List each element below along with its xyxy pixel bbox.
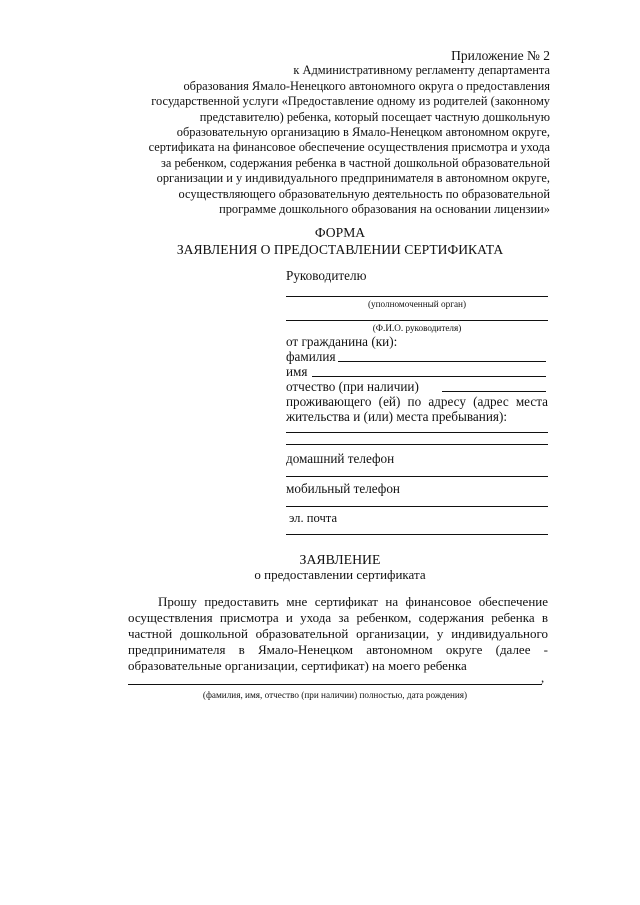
- appendix-line: программе дошкольного образования на основании лицензии»: [219, 202, 550, 217]
- appendix-line: за ребенком, содержания ребенка в частной дошкольной образовательной: [161, 155, 550, 170]
- head-name-field-line[interactable]: [286, 320, 548, 321]
- appendix-line: организации и у индивидуального предпринимателя в автономном округе,: [156, 171, 550, 186]
- address-field-line-2[interactable]: [286, 444, 548, 445]
- appendix-line: представителю) ребенка, который посещает частную дошкольную: [199, 109, 550, 124]
- organ-field-line[interactable]: [286, 296, 548, 297]
- statement-paragraph-line: предпринимателя в Ямало-Ненецком автономном округе (далее -: [128, 642, 548, 657]
- appendix-line: сертификата на финансовое обеспечение осуществления присмотра и ухода: [148, 140, 550, 155]
- child-info-field-line[interactable]: [128, 684, 542, 685]
- form-heading: [140, 224, 540, 258]
- name-label: имя: [286, 364, 308, 379]
- form-heading-line2: ЗАЯВЛЕНИЯ О ПРЕДОСТАВЛЕНИИ СЕРТИФИКАТА: [176, 242, 504, 257]
- appendix-line: образования Ямало-Ненецкого автономного округа о предоставления: [183, 78, 550, 93]
- email-label: эл. почта: [289, 511, 338, 525]
- name-field-line[interactable]: [312, 376, 546, 377]
- statement-paragraph-line: частной дошкольной образовательной организации, у индивидуального: [128, 626, 548, 641]
- appendix-line: государственной услуги «Предоставление одному из родителей (законному: [151, 94, 550, 109]
- appendix-line: образовательную организацию в Ямало-Ненецком автономном округе,: [176, 125, 550, 140]
- surname-field-line[interactable]: [338, 361, 546, 362]
- statement-paragraph-line: осуществления присмотра и ухода за ребенком, содержания ребенка в: [128, 610, 548, 625]
- surname-label: фамилия: [286, 349, 336, 364]
- appendix-line: к Административному регламенту департамента: [293, 63, 550, 78]
- home-phone-label: домашний телефон: [286, 451, 395, 466]
- appendix-line: осуществляющего образовательную деятельность по образовательной: [178, 186, 550, 201]
- addressee-to: Руководителю: [286, 268, 367, 283]
- email-field-line[interactable]: [286, 534, 548, 535]
- statement-title: ЗАЯВЛЕНИЕ: [299, 552, 381, 567]
- appendix-header: [120, 48, 550, 217]
- home-phone-field-line[interactable]: [286, 476, 548, 477]
- patronymic-field-line[interactable]: [442, 391, 546, 392]
- statement-paragraph-line: образовательные организации, сертификат) на моего ребенка: [128, 658, 467, 673]
- organ-caption: (уполномоченный орган): [367, 299, 467, 309]
- form-heading-line1: ФОРМА: [314, 225, 366, 240]
- residing-label-line1: проживающего (ей) по адресу (адрес места: [286, 394, 548, 409]
- mobile-phone-label: мобильный телефон: [286, 481, 400, 496]
- address-field-line-1[interactable]: [286, 432, 548, 433]
- statement-subtitle: о предоставлении сертификата: [254, 567, 426, 582]
- statement-paragraph-line: Прошу предоставить мне сертификат на финансовое обеспечение: [158, 594, 548, 609]
- appendix-number: Приложение № 2: [451, 48, 550, 63]
- child-info-comma: ,: [541, 670, 545, 685]
- head-name-caption: (Ф.И.О. руководителя): [372, 323, 462, 333]
- child-info-caption: (фамилия, имя, отчество (при наличии) полностью, дата рождения): [202, 690, 468, 700]
- mobile-phone-field-line[interactable]: [286, 506, 548, 507]
- from-citizen-label: от гражданина (ки):: [286, 334, 398, 349]
- patronymic-label: отчество (при наличии): [286, 379, 419, 394]
- residing-label-line2: жительства и (или) места пребывания):: [286, 409, 508, 424]
